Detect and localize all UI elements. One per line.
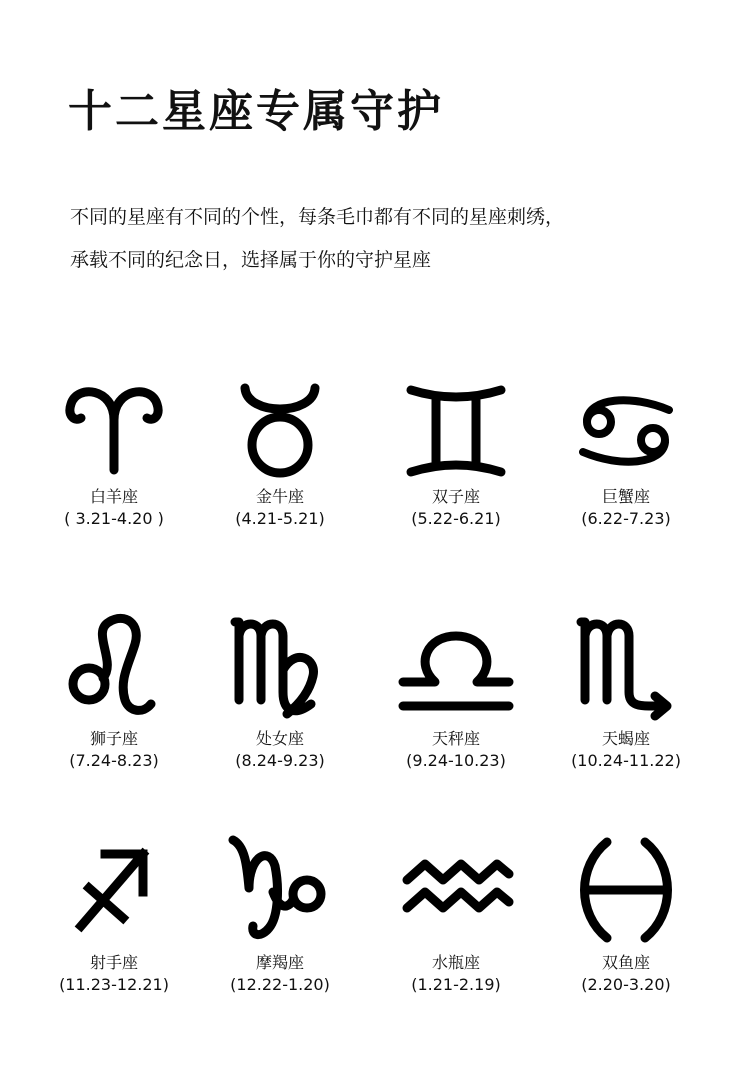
gemini-icon — [401, 380, 511, 480]
sign-date: (4.21-5.21) — [235, 509, 325, 528]
sign-date: (1.21-2.19) — [411, 975, 501, 994]
sign-cell-leo — [29, 612, 199, 772]
intro-line-2: 承载不同的纪念日，选择属于你的守护星座 — [70, 249, 432, 271]
pisces-icon — [571, 836, 681, 946]
sign-name: 双子座 — [431, 487, 480, 506]
cancer-icon — [571, 380, 681, 480]
aquarius-icon — [401, 836, 511, 946]
sign-date: (5.22-6.21) — [411, 509, 501, 528]
sign-cell-aquarius — [371, 836, 541, 996]
sign-date: (7.24-8.23) — [69, 751, 159, 770]
intro-line-1: 不同的星座有不同的个性，每条毛巾都有不同的星座刺绣， — [70, 206, 565, 228]
scorpio-icon — [571, 612, 681, 722]
leo-icon — [59, 612, 169, 722]
sign-date: (11.23-12.21) — [59, 975, 169, 994]
sign-cell-pisces — [541, 836, 711, 996]
sign-name: 射手座 — [89, 953, 138, 972]
capricorn-icon — [225, 836, 335, 946]
sign-name: 金牛座 — [255, 487, 304, 506]
sign-name: 处女座 — [255, 729, 304, 748]
sign-cell-gemini — [371, 380, 541, 530]
sign-date: (10.24-11.22) — [571, 751, 681, 770]
sign-name: 天秤座 — [431, 729, 480, 748]
taurus-icon — [225, 380, 335, 480]
sign-cell-capricorn — [195, 836, 365, 996]
sign-name: 巨蟹座 — [601, 487, 650, 506]
sign-cell-taurus — [195, 380, 365, 530]
page-title: 十二星座专属守护 — [68, 86, 444, 137]
sign-date: (8.24-9.23) — [235, 751, 325, 770]
libra-icon — [391, 612, 521, 722]
sign-name: 白羊座 — [89, 487, 138, 506]
intro-text — [70, 196, 710, 282]
sign-cell-scorpio — [541, 612, 711, 772]
sign-name: 狮子座 — [89, 729, 138, 748]
sagittarius-icon — [59, 836, 169, 946]
sign-name: 水瓶座 — [431, 953, 480, 972]
sign-date: ( 3.21-4.20 ) — [64, 509, 164, 528]
sign-name: 双鱼座 — [601, 953, 650, 972]
sign-date: (9.24-10.23) — [406, 751, 506, 770]
virgo-icon — [225, 612, 335, 722]
sign-name: 天蝎座 — [601, 729, 650, 748]
sign-cell-aries — [29, 380, 199, 530]
sign-cell-virgo — [195, 612, 365, 772]
sign-date: (12.22-1.20) — [230, 975, 330, 994]
sign-cell-sagittarius — [29, 836, 199, 996]
sign-date: (6.22-7.23) — [581, 509, 671, 528]
sign-cell-libra — [371, 612, 541, 772]
sign-cell-cancer — [541, 380, 711, 530]
sign-date: (2.20-3.20) — [581, 975, 671, 994]
sign-name: 摩羯座 — [255, 953, 304, 972]
aries-icon — [59, 380, 169, 480]
